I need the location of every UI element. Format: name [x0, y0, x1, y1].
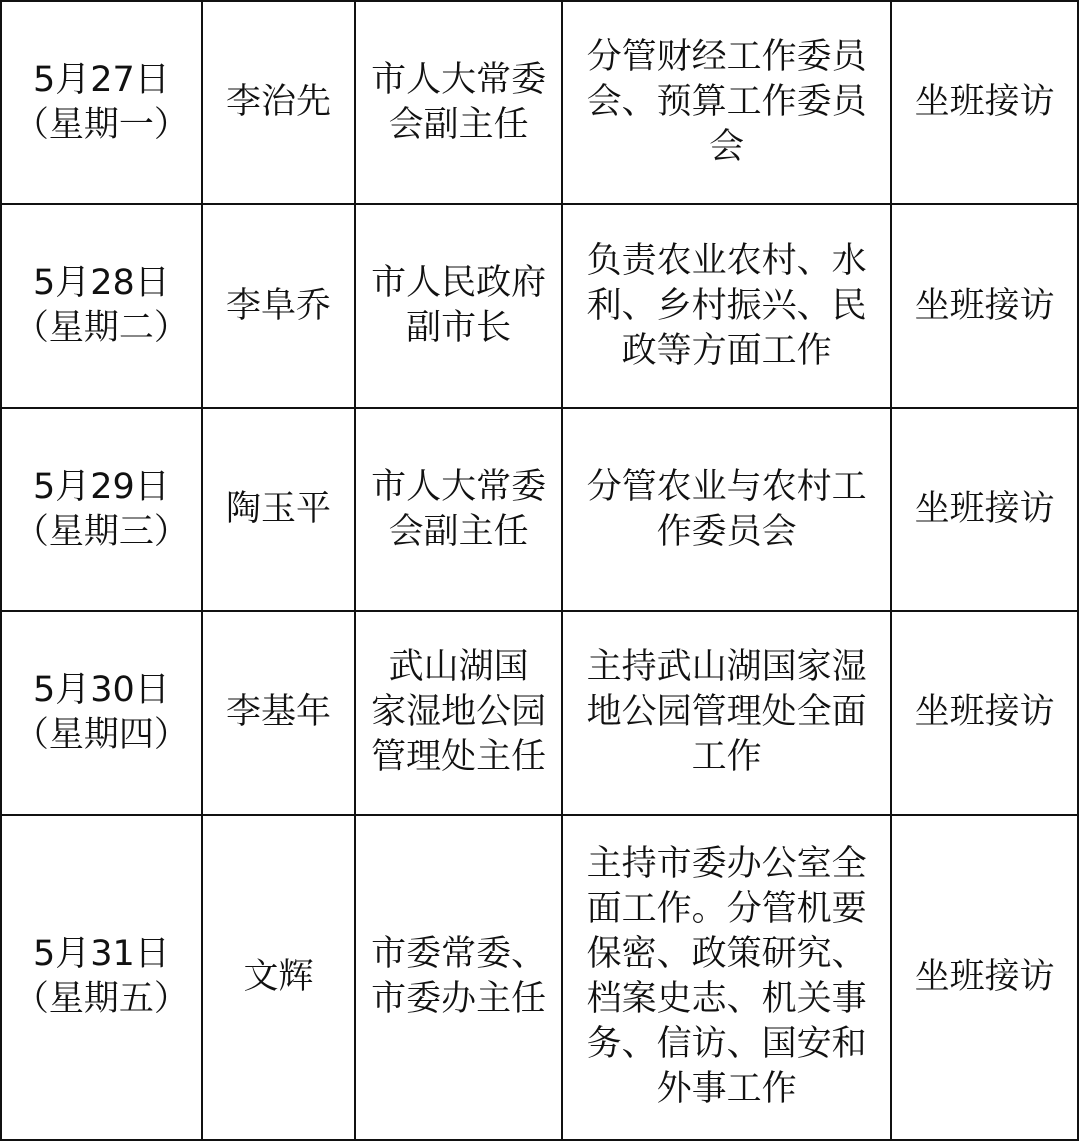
table-row — [1, 204, 1078, 407]
name-cell — [202, 204, 356, 407]
title-cell — [355, 204, 562, 407]
activity-text: 坐班接访 — [914, 692, 1055, 733]
duty-cell — [562, 408, 891, 611]
date-text: 5月27日 — [32, 59, 170, 100]
date-text: 5月29日 — [32, 466, 170, 507]
duty-line: 分管财经工作委员 — [586, 37, 867, 78]
title-line: 市人大常委 — [371, 466, 547, 507]
duty-line: 主持武山湖国家湿 — [586, 647, 867, 688]
duty-line: 政等方面工作 — [621, 330, 832, 371]
weekday-text: （星期五） — [13, 979, 189, 1020]
person-name: 李治先 — [226, 82, 332, 123]
duty-line: 工作 — [691, 737, 762, 778]
title-line: 市委常委、 — [371, 934, 547, 975]
duty-line: 外事工作 — [656, 1069, 797, 1110]
date-cell — [1, 408, 202, 611]
activity-text: 坐班接访 — [914, 956, 1055, 997]
date-text: 5月31日 — [32, 934, 170, 975]
duty-line: 会、预算工作委员 — [586, 82, 867, 123]
duty-cell — [562, 611, 891, 814]
activity-cell — [891, 815, 1078, 1140]
activity-cell — [891, 611, 1078, 814]
date-text: 5月28日 — [32, 263, 170, 304]
duty-line: 务、信访、国安和 — [586, 1024, 867, 1065]
duty-line: 会 — [709, 127, 745, 168]
title-cell — [355, 408, 562, 611]
activity-cell — [891, 1, 1078, 204]
person-name: 李阜乔 — [226, 285, 332, 326]
table-row — [1, 408, 1078, 611]
duty-cell — [562, 815, 891, 1140]
name-cell — [202, 611, 356, 814]
name-cell — [202, 1, 356, 204]
date-cell — [1, 611, 202, 814]
title-line: 副市长 — [406, 308, 512, 349]
weekday-text: （星期二） — [13, 308, 189, 349]
duty-line: 档案史志、机关事 — [586, 979, 867, 1020]
duty-line: 负责农业农村、水 — [586, 240, 867, 281]
duty-line: 利、乡村振兴、民 — [586, 285, 867, 326]
activity-cell — [891, 204, 1078, 407]
date-text: 5月30日 — [32, 669, 170, 710]
title-cell — [355, 611, 562, 814]
activity-text: 坐班接访 — [914, 82, 1055, 123]
activity-text: 坐班接访 — [914, 489, 1055, 530]
duty-line: 面工作。分管机要 — [586, 889, 867, 930]
weekday-text: （星期四） — [13, 714, 189, 755]
title-line: 会副主任 — [388, 104, 529, 145]
duty-line: 保密、政策研究、 — [586, 934, 867, 975]
duty-line: 作委员会 — [656, 511, 797, 552]
table-row — [1, 815, 1078, 1140]
activity-text: 坐班接访 — [914, 285, 1055, 326]
duty-cell — [562, 1, 891, 204]
person-name: 陶玉平 — [226, 489, 332, 530]
name-cell — [202, 408, 356, 611]
duty-line: 主持市委办公室全 — [586, 844, 867, 885]
title-line: 家湿地公园 — [371, 692, 547, 733]
table-row — [1, 1, 1078, 204]
title-line: 武山湖国 — [388, 647, 529, 688]
duty-line: 分管农业与农村工 — [586, 466, 867, 507]
name-cell — [202, 815, 356, 1140]
date-cell — [1, 204, 202, 407]
title-cell — [355, 815, 562, 1140]
person-name: 李基年 — [226, 692, 332, 733]
date-cell — [1, 1, 202, 204]
person-name: 文辉 — [243, 956, 314, 997]
activity-cell — [891, 408, 1078, 611]
duty-cell — [562, 204, 891, 407]
weekday-text: （星期一） — [13, 104, 189, 145]
title-line: 会副主任 — [388, 511, 529, 552]
title-line: 市委办主任 — [371, 979, 547, 1020]
date-cell — [1, 815, 202, 1140]
duty-line: 地公园管理处全面 — [586, 692, 867, 733]
title-line: 管理处主任 — [371, 737, 547, 778]
title-line: 市人民政府 — [371, 263, 547, 304]
title-cell — [355, 1, 562, 204]
weekday-text: （星期三） — [13, 511, 189, 552]
table-row — [1, 611, 1078, 814]
title-line: 市人大常委 — [371, 59, 547, 100]
